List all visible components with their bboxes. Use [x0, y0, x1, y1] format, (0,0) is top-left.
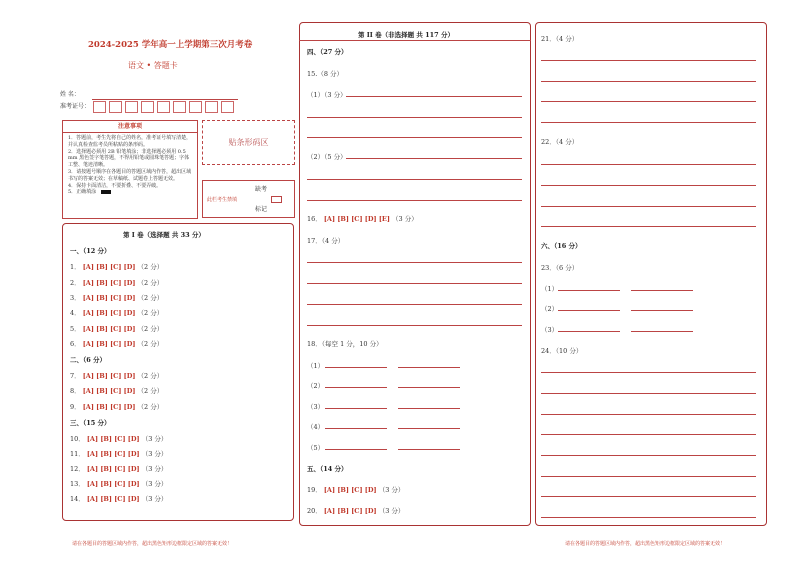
section-3: 三、（15 分）: [70, 419, 111, 427]
question-22: 22．（4 分）: [541, 138, 579, 146]
q16-options[interactable]: [A] [B] [C] [D] [E]: [323, 215, 390, 223]
q3-options[interactable]: [A] [B] [C] [D]: [82, 294, 136, 302]
question-11: 11． [A] [B] [C] [D] （3 分）: [70, 450, 168, 458]
section-4: 四、（27 分）: [307, 48, 348, 56]
q18-sub-2: （2）: [307, 382, 325, 390]
notice-items: 1．答题前，考生先将自己的姓名，准考证号填写清楚，并认真检查监考员所粘贴的条形码。 2．选择题必须用 2B 铅笔填涂；非选择题必须用 0.5 mm 黑色签字笔答题，不得用铅笔或圆珠笔答题；字体工整、笔迹清晰。 3．请按题号顺序在各题目的答题区域内作答，超出区域书写的答案无效；在草稿纸、试题卷上答题无效。 4．保持卡面清洁，不要折叠、不要弄破。 5．正确填涂: [68, 135, 192, 196]
section-1: 一、（12 分）: [70, 247, 111, 255]
question-20: 20． [A] [B] [C] [D] （3 分）: [307, 507, 405, 515]
name-field-line[interactable]: [92, 99, 238, 100]
absent-box: [202, 180, 295, 218]
q12-options[interactable]: [A] [B] [C] [D]: [86, 465, 140, 473]
question-18: 18．（每空 1 分，10 分）: [307, 340, 383, 348]
absent-label-top: 缺考: [255, 186, 268, 193]
question-19: 19． [A] [B] [C] [D] （3 分）: [307, 486, 405, 494]
q18-sub-5: （5）: [307, 444, 325, 452]
absent-label-bottom: 标记: [255, 206, 268, 213]
notice-box: [62, 120, 198, 219]
question-12: 12． [A] [B] [C] [D] （3 分）: [70, 465, 168, 473]
q1-options[interactable]: [A] [B] [C] [D]: [82, 263, 136, 271]
barcode-area: [202, 120, 295, 165]
question-16: 16． [A] [B] [C] [D] [E] （3 分）: [307, 215, 418, 223]
correct-fill-example: [101, 190, 111, 194]
question-8: 8． [A] [B] [C] [D] （2 分）: [70, 387, 164, 395]
part1-title: 第 I 卷（选择题 共 33 分）: [123, 231, 205, 239]
q13-options[interactable]: [A] [B] [C] [D]: [86, 480, 140, 488]
question-13: 13． [A] [B] [C] [D] （3 分）: [70, 480, 168, 488]
question-15-2: （2）（5 分）: [307, 153, 347, 161]
name-label: 姓 名：: [60, 91, 80, 98]
absent-note: 此栏考生禁填: [207, 197, 238, 203]
q8-options[interactable]: [A] [B] [C] [D]: [82, 387, 136, 395]
footer-warning-right: 请在各题目的答题区域内作答，超出黑色矩形边框限定区域的答案无效！: [565, 541, 726, 547]
question-17: 17．（4 分）: [307, 237, 345, 245]
question-9: 9． [A] [B] [C] [D] （2 分）: [70, 403, 164, 411]
q2-options[interactable]: [A] [B] [C] [D]: [82, 279, 136, 287]
question-7: 7． [A] [B] [C] [D] （2 分）: [70, 372, 164, 380]
question-1: 1． [A] [B] [C] [D] （2 分）: [70, 263, 164, 271]
q14-options[interactable]: [A] [B] [C] [D]: [86, 495, 140, 503]
q10-options[interactable]: [A] [B] [C] [D]: [86, 435, 140, 443]
part3-box: [535, 22, 767, 526]
q23-sub-2: （2）: [541, 305, 559, 313]
question-14: 14． [A] [B] [C] [D] （3 分）: [70, 495, 168, 503]
notice-title: 注意事项: [117, 123, 142, 130]
q18-sub-3: （3）: [307, 403, 325, 411]
exam-subtitle: 语文 • 答题卡: [128, 61, 178, 70]
question-21: 21．（4 分）: [541, 35, 579, 43]
q9-options[interactable]: [A] [B] [C] [D]: [82, 403, 136, 411]
q20-options[interactable]: [A] [B] [C] [D]: [323, 507, 377, 515]
question-6: 6． [A] [B] [C] [D] （2 分）: [70, 340, 164, 348]
question-4: 4． [A] [B] [C] [D] （2 分）: [70, 309, 164, 317]
question-10: 10． [A] [B] [C] [D] （3 分）: [70, 435, 168, 443]
question-2: 2． [A] [B] [C] [D] （2 分）: [70, 279, 164, 287]
exam-title: 2024-2025 学年高一上学期第三次月考卷: [88, 40, 253, 50]
q4-options[interactable]: [A] [B] [C] [D]: [82, 309, 136, 317]
q6-options[interactable]: [A] [B] [C] [D]: [82, 340, 136, 348]
question-23: 23．（6 分）: [541, 264, 579, 272]
question-15: 15.（8 分）: [307, 70, 344, 78]
question-5: 5． [A] [B] [C] [D] （2 分）: [70, 325, 164, 333]
barcode-label: 贴条形码区: [228, 138, 269, 147]
section-6: 六、（16 分）: [541, 242, 582, 250]
section-5: 五、（14 分）: [307, 465, 348, 473]
q7-options[interactable]: [A] [B] [C] [D]: [82, 372, 136, 380]
q18-sub-1: （1）: [307, 362, 325, 370]
question-3: 3． [A] [B] [C] [D] （2 分）: [70, 294, 164, 302]
footer-warning-left: 请在各题目的答题区域内作答，超出黑色矩形边框限定区域的答案无效！: [72, 541, 233, 547]
question-24: 24．（10 分）: [541, 347, 583, 355]
section-2: 二、（6 分）: [70, 356, 107, 364]
q19-options[interactable]: [A] [B] [C] [D]: [323, 486, 377, 494]
q23-sub-3: （3）: [541, 326, 559, 334]
part2-title: 第 II 卷（非选择题 共 117 分）: [358, 31, 454, 39]
q18-sub-4: （4）: [307, 423, 325, 431]
exam-id-label: 准考证号：: [60, 103, 91, 110]
absent-checkbox[interactable]: [271, 196, 282, 203]
q23-sub-1: （1）: [541, 285, 559, 293]
question-15-1: （1）（3 分）: [307, 91, 347, 99]
q11-options[interactable]: [A] [B] [C] [D]: [86, 450, 140, 458]
q5-options[interactable]: [A] [B] [C] [D]: [82, 325, 136, 333]
